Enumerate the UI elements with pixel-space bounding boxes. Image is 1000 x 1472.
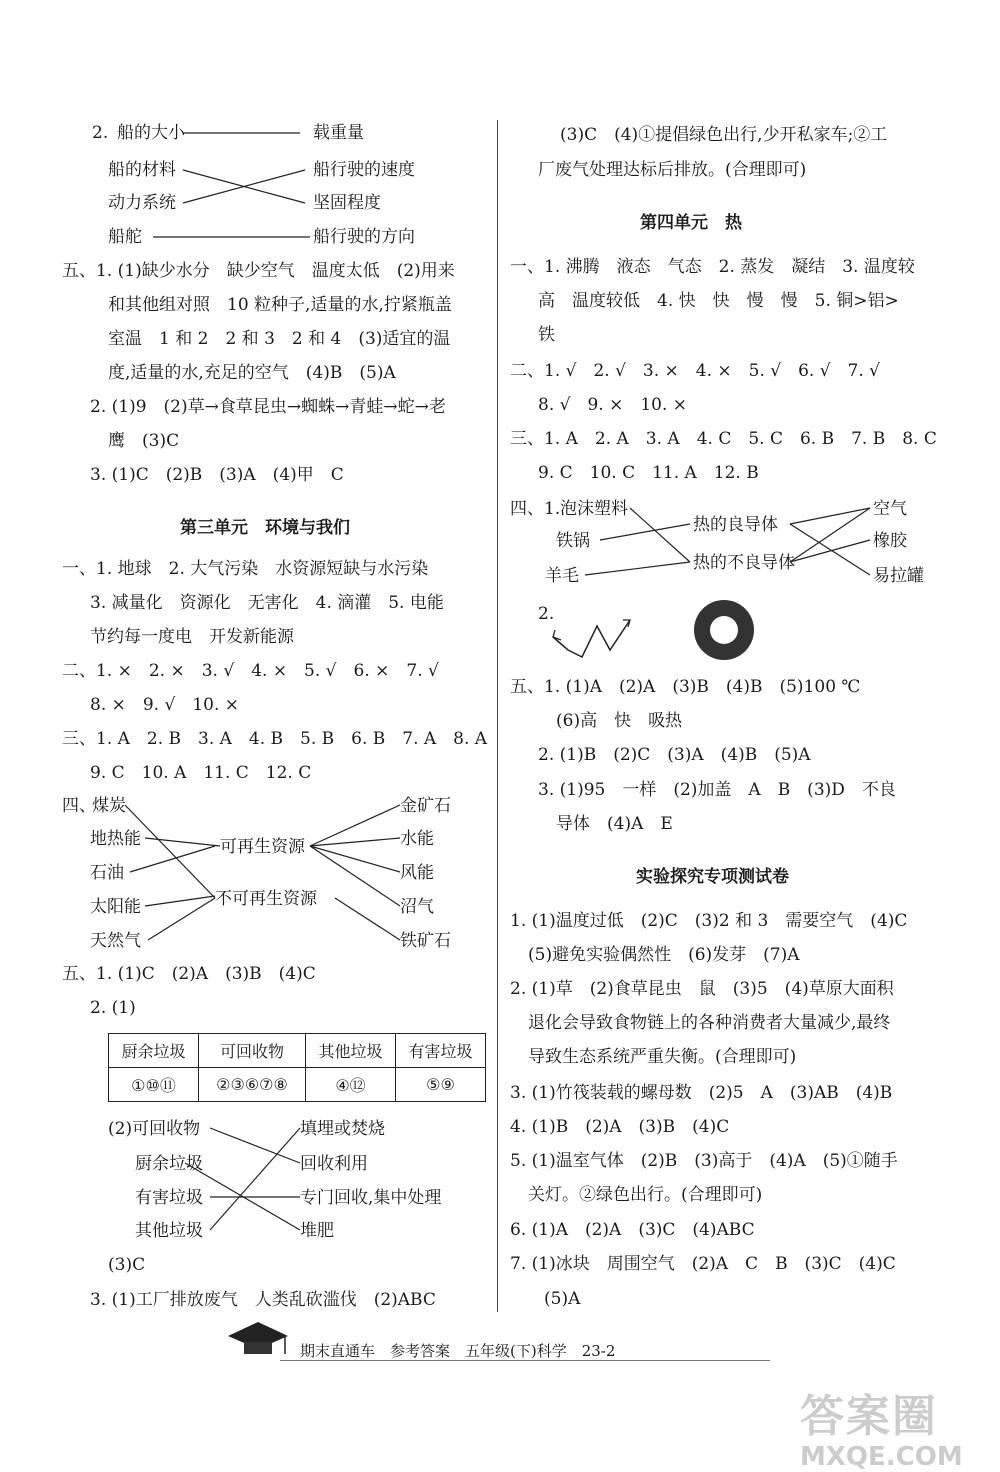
answer-line: 2. (1)草 (2)食草昆虫 鼠 (3)5 (4)草原大面积 xyxy=(510,979,894,999)
energy-right-item: 沼气 xyxy=(400,897,434,917)
answer-line: 9. C 10. A 11. C 12. C xyxy=(90,763,312,783)
answer-line: 6. (1)A (2)A (3)C (4)ABC xyxy=(510,1220,755,1240)
answer-line: 7. (1)冰块 周围空气 (2)A C B (3)C (4)C xyxy=(510,1254,896,1274)
trash-right-item: 堆肥 xyxy=(300,1221,334,1241)
answer-line: 3. 减量化 资源化 无害化 4. 滴灌 5. 电能 xyxy=(90,593,444,613)
answer-line: 5. (1)温室气体 (2)B (3)高于 (4)A (5)①随手 xyxy=(510,1151,898,1171)
energy-left-item: 太阳能 xyxy=(90,897,141,917)
table-cell: ⑤⑨ xyxy=(396,1068,486,1102)
table-header-cell: 可回收物 xyxy=(199,1034,306,1068)
trash-table xyxy=(108,1033,486,1102)
answer-line: 2. (1)9 (2)草→食草昆虫→蜘蛛→青蛙→蛇→老 xyxy=(90,397,446,417)
boat-right-item: 船行驶的速度 xyxy=(313,160,415,180)
q4-heat-prefix: 四、1. xyxy=(510,499,561,519)
answer-line: 鹰 (3)C xyxy=(108,431,180,451)
heat-right-item: 易拉罐 xyxy=(873,566,924,586)
energy-left-item: 地热能 xyxy=(90,829,141,849)
energy-right-item: 水能 xyxy=(400,829,434,849)
answer-line: (3)C (4)①提倡绿色出行,少开私家车;②工 xyxy=(560,125,888,145)
trash-left-item: 厨余垃圾 xyxy=(135,1154,203,1174)
table-header-cell: 厨余垃圾 xyxy=(109,1034,199,1068)
answer-line: 导致生态系统严重失衡。(合理即可) xyxy=(528,1047,797,1067)
answer-line: 三、1. A 2. A 3. A 4. C 5. C 6. B 7. B 8. C xyxy=(510,429,937,449)
section-title-unit3: 第三单元 环境与我们 xyxy=(180,518,350,538)
heat-center-item: 热的良导体 xyxy=(693,515,778,535)
table-header-cell: 其他垃圾 xyxy=(306,1034,396,1068)
page-footer: 期末直通车 参考答案 五年级(下)科学 23-2 xyxy=(300,1342,616,1360)
answer-line: 3. (1)95 一样 (2)加盖 A B (3)D 不良 xyxy=(538,780,896,800)
section-title-unit4: 第四单元 热 xyxy=(640,213,742,233)
answer-line: 节约每一度电 开发新能源 xyxy=(90,627,294,647)
answer-line: 3. (1)竹筏装载的螺母数 (2)5 A (3)AB (4)B xyxy=(510,1083,893,1103)
trash-left-item: 有害垃圾 xyxy=(135,1188,203,1208)
answer-line: (6)高 快 吸热 xyxy=(556,711,683,731)
answer-line: 一、1. 地球 2. 大气污染 水资源短缺与水污染 xyxy=(62,559,429,579)
trash-right-item: 专门回收,集中处理 xyxy=(300,1188,442,1208)
trash-right-item: 回收利用 xyxy=(300,1154,368,1174)
answer-line: 退化会导致食物链上的各种消费者大量减少,最终 xyxy=(528,1013,891,1033)
graduation-cap-icon xyxy=(228,1322,288,1354)
answer-line: 3. (1)C (2)B (3)A (4)甲 C xyxy=(90,465,344,485)
answer-line: 五、1. (1)缺少水分 缺少空气 温度太低 (2)用来 xyxy=(62,261,455,281)
trash-left-item: (2)可回收物 xyxy=(108,1119,201,1139)
energy-right-item: 铁矿石 xyxy=(400,931,451,951)
boat-right-item: 船行驶的方向 xyxy=(313,227,415,247)
answer-line: 1. (1)温度过低 (2)C (3)2 和 3 需要空气 (4)C xyxy=(510,911,908,931)
answer-line: 室温 1 和 2 2 和 3 2 和 4 (3)适宜的温 xyxy=(108,329,451,349)
table-row xyxy=(109,1034,486,1068)
q2-boat-prefix: 2. xyxy=(92,123,109,143)
answer-line: 和其他组对照 10 粒种子,适量的水,拧紧瓶盖 xyxy=(108,295,452,315)
energy-left-item: 煤炭 xyxy=(92,796,126,816)
answer-line: (5)避免实验偶然性 (6)发芽 (7)A xyxy=(528,945,800,965)
trash-right-item: 填埋或焚烧 xyxy=(300,1119,385,1139)
answer-line: 五、1. (1)A (2)A (3)B (4)B (5)100 ℃ xyxy=(510,677,861,697)
answer-line: 2. xyxy=(538,604,555,624)
answer-line: 关灯。②绿色出行。(合理即可) xyxy=(528,1185,763,1205)
answer-line: 五、1. (1)C (2)A (3)B (4)C xyxy=(62,964,316,984)
boat-left-item: 船舵 xyxy=(108,227,142,247)
answer-line: 三、1. A 2. B 3. A 4. B 5. B 6. B 7. A 8. A xyxy=(62,729,488,749)
heat-center-item: 热的不良导体 xyxy=(693,553,795,573)
answer-line: 9. C 10. C 11. A 12. B xyxy=(538,463,759,483)
table-cell: ④⑫ xyxy=(306,1068,396,1102)
answer-line: 厂废气处理达标后排放。(合理即可) xyxy=(538,160,807,180)
watermark-logo: 答案圈 xyxy=(800,1391,938,1442)
answer-line: 导体 (4)A E xyxy=(556,814,673,834)
energy-center-item: 不可再生资源 xyxy=(215,889,317,909)
trash-left-item: 其他垃圾 xyxy=(135,1221,203,1241)
answer-line: 3. (1)工厂排放废气 人类乱砍滥伐 (2)ABC xyxy=(90,1290,436,1310)
answer-line: 度,适量的水,充足的空气 (4)B (5)A xyxy=(108,363,396,383)
column-divider xyxy=(497,120,498,1312)
table-cell: ①⑩⑪ xyxy=(109,1068,199,1102)
answer-line: 2. (1)B (2)C (3)A (4)B (5)A xyxy=(538,745,811,765)
answer-line: 二、1. × 2. × 3. √ 4. × 5. √ 6. × 7. √ xyxy=(62,661,439,681)
boat-right-item: 载重量 xyxy=(313,123,364,143)
heat-left-item: 羊毛 xyxy=(545,566,579,586)
energy-left-item: 石油 xyxy=(90,863,124,883)
table-cell: ②③⑥⑦⑧ xyxy=(199,1068,306,1102)
boat-right-item: 坚固程度 xyxy=(313,193,381,213)
section-title-experiment: 实验探究专项测试卷 xyxy=(636,867,789,887)
answer-line: (3)C xyxy=(108,1255,146,1275)
heat-right-item: 空气 xyxy=(873,499,907,519)
energy-right-item: 金矿石 xyxy=(400,796,451,816)
watermark-url: MXQE.COM xyxy=(800,1442,963,1472)
footer-rule xyxy=(280,1360,770,1361)
answer-line: 8. √ 9. × 10. × xyxy=(538,395,688,415)
heat-left-item: 泡沫塑料 xyxy=(560,499,628,519)
energy-left-item: 天然气 xyxy=(90,931,141,951)
table-row xyxy=(109,1068,486,1102)
answer-line: 一、1. 沸腾 液态 气态 2. 蒸发 凝结 3. 温度较 xyxy=(510,257,915,277)
answer-line: 铁 xyxy=(538,325,555,345)
heat-left-item: 铁锅 xyxy=(556,531,590,551)
answer-line: 8. × 9. √ 10. × xyxy=(90,695,240,715)
boat-left-item: 船的大小 xyxy=(117,123,185,143)
answer-line: (5)A xyxy=(544,1289,581,1309)
boat-left-item: 船的材料 xyxy=(108,160,176,180)
q4-energy-prefix: 四、 xyxy=(62,796,96,816)
table-header-cell: 有害垃圾 xyxy=(396,1034,486,1068)
energy-right-item: 风能 xyxy=(400,863,434,883)
energy-center-item: 可再生资源 xyxy=(220,837,305,857)
boat-left-item: 动力系统 xyxy=(108,193,176,213)
answer-line: 4. (1)B (2)A (3)B (4)C xyxy=(510,1117,730,1137)
answer-line: 二、1. √ 2. √ 3. × 4. × 5. √ 6. √ 7. √ xyxy=(510,361,881,381)
answer-line: 2. (1) xyxy=(90,998,136,1018)
answer-line: 高 温度较低 4. 快 快 慢 慢 5. 铜>铝> xyxy=(538,291,899,311)
heat-right-item: 橡胶 xyxy=(873,531,907,551)
watermark xyxy=(800,1380,963,1472)
